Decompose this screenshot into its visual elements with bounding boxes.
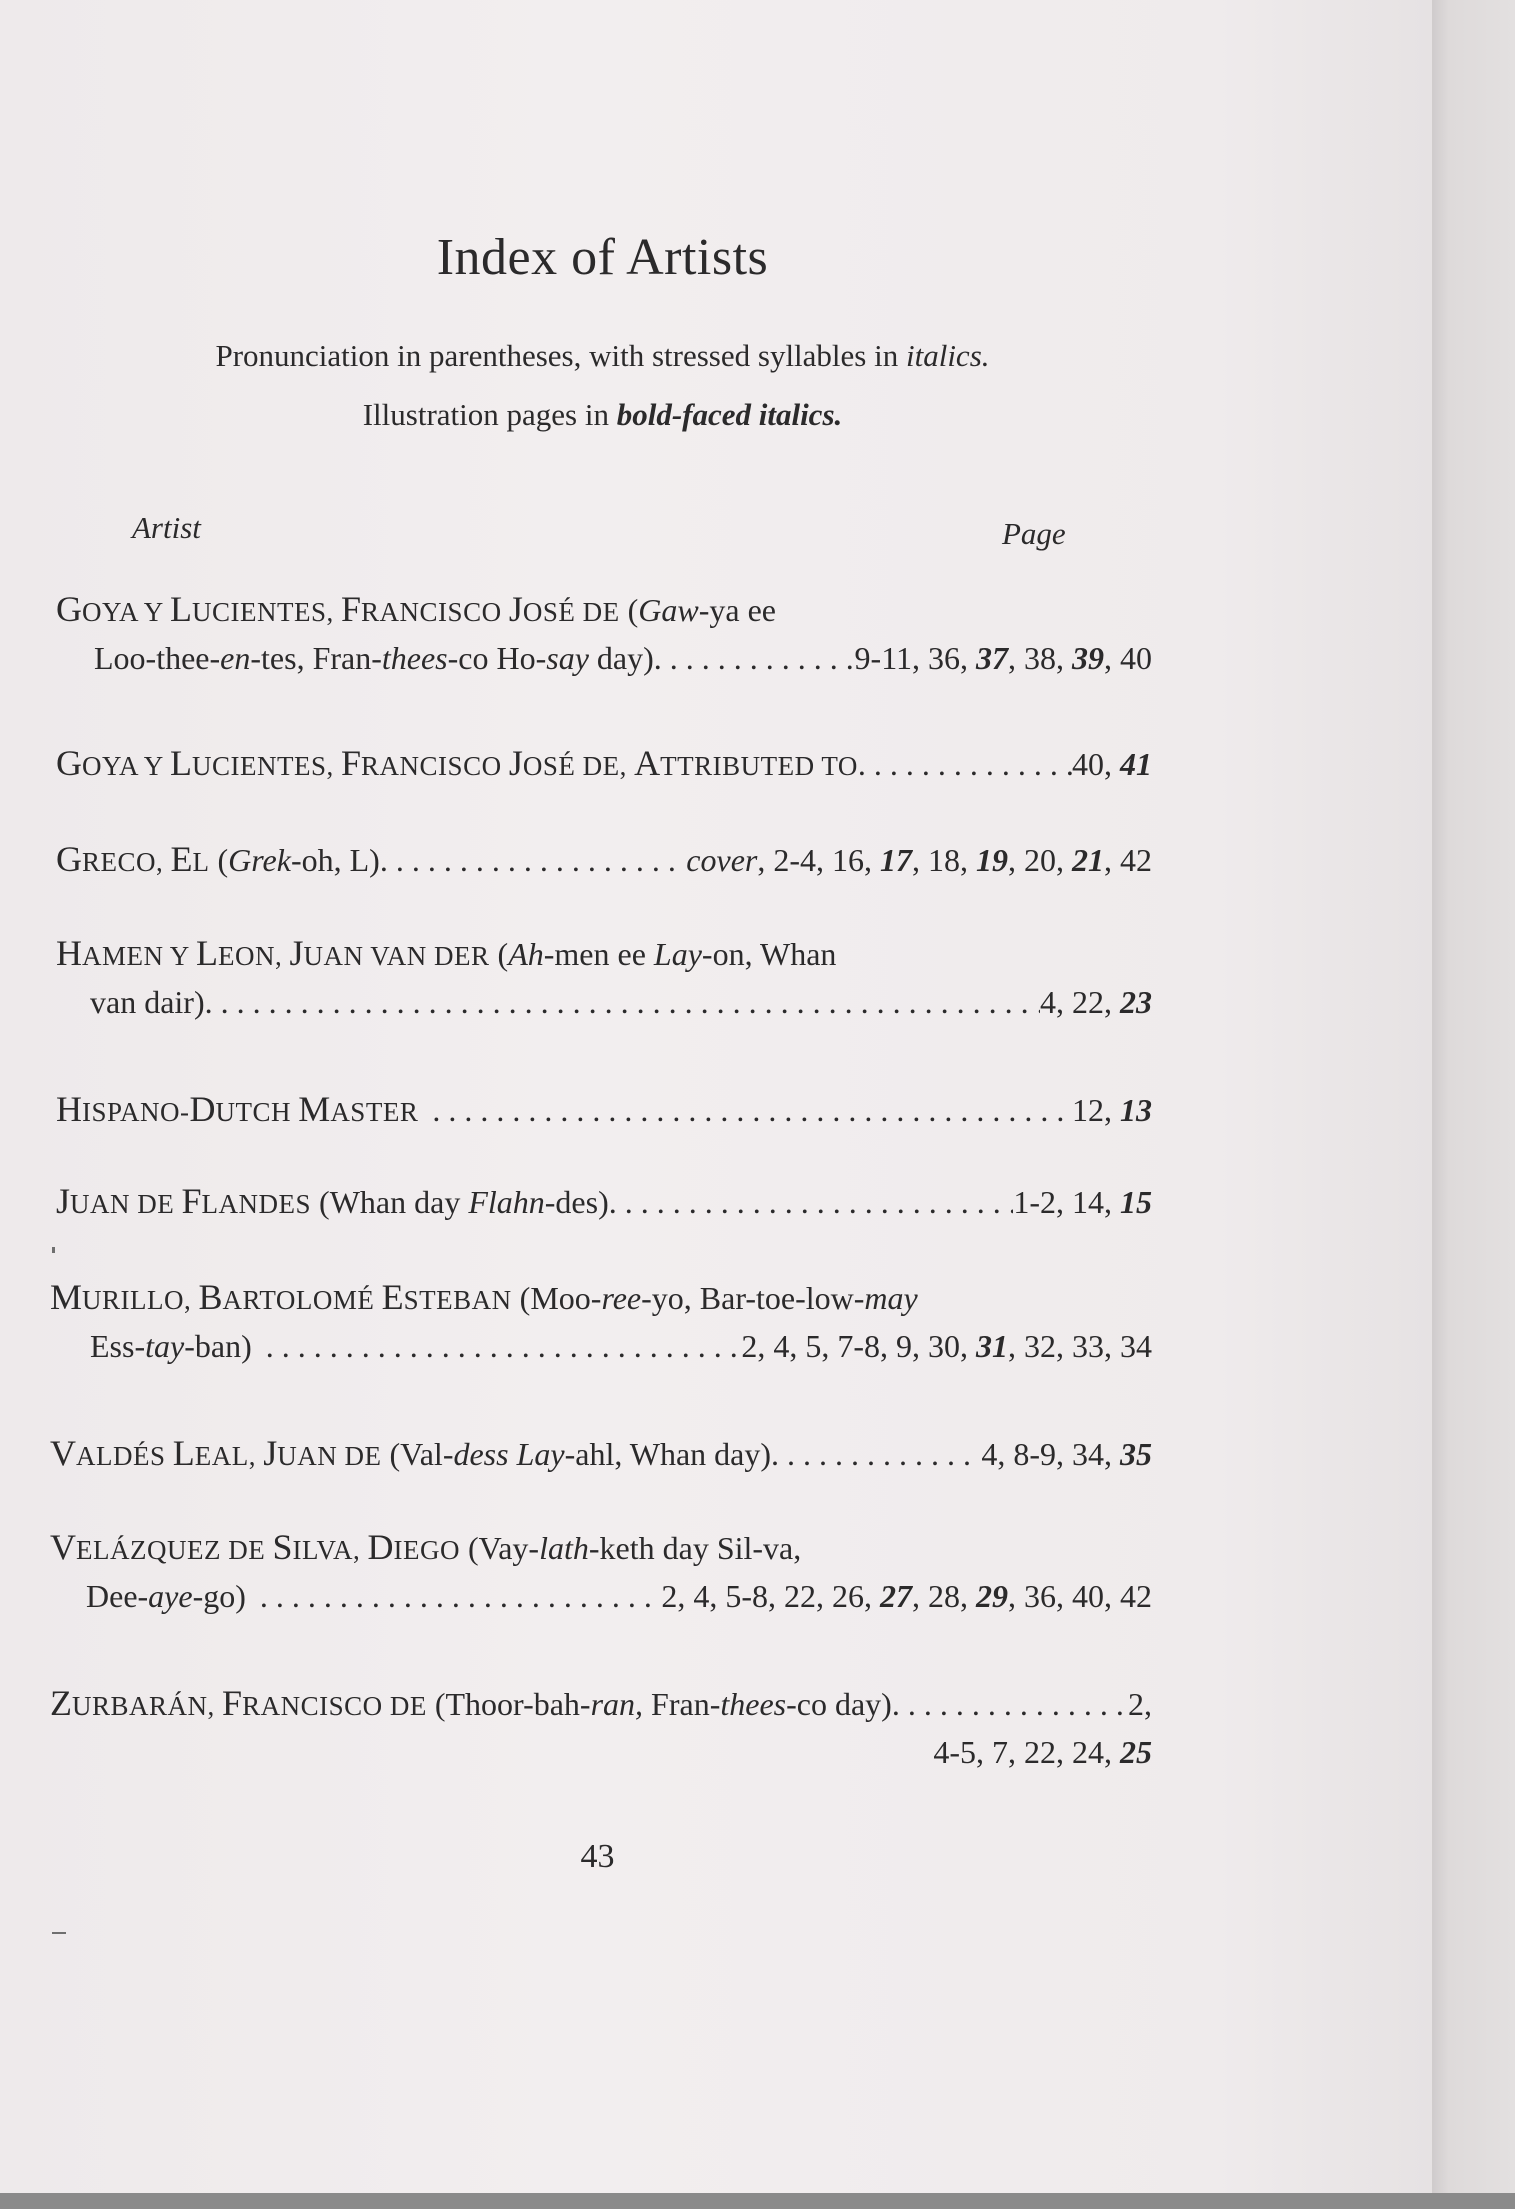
page-refs: 2, (1128, 1686, 1152, 1722)
entry-text: L (196, 933, 218, 973)
entry-text: F (341, 589, 362, 629)
entry-text: ISPANO- (82, 1097, 190, 1127)
entry-text: 40, (1072, 746, 1120, 782)
entry-text: 15 (1120, 1184, 1152, 1220)
entry-text: Loo-thee- (94, 640, 221, 676)
entry-text: LANDES (201, 1189, 312, 1219)
entry-line (50, 1578, 1152, 1615)
entry-hamen (56, 932, 1152, 1021)
entry-text: M (298, 1089, 331, 1129)
entry-text: van dair) (90, 984, 205, 1020)
entry-line (50, 1526, 1152, 1568)
entry-text: (Moo- (511, 1280, 602, 1316)
entry-text: , 40 (1104, 640, 1152, 676)
entry-text: ( (209, 842, 229, 878)
entry-text: en (220, 640, 251, 676)
entry-text: RANCISCO (361, 597, 509, 627)
entry-text: ALDÉS (76, 1441, 173, 1471)
entry-text: say (546, 640, 589, 676)
entry-text: OYA Y (82, 751, 171, 781)
entry-text: 31 (976, 1328, 1008, 1364)
page-refs (1040, 984, 1152, 1021)
entry-text: , 2-4, 16, (757, 842, 880, 878)
entry-text: (Thoor-bah- (426, 1686, 591, 1722)
entry-text: 19 (976, 842, 1008, 878)
entry-text: , 28, (912, 1578, 976, 1614)
entry-text: -co Ho- (447, 640, 547, 676)
note-text: Illustration pages in (362, 397, 617, 432)
entry-text: D (189, 1089, 216, 1129)
entry-goya (56, 588, 1152, 677)
entry-text: -oh, L) (290, 842, 380, 878)
entry-text: Fran- (643, 1686, 721, 1722)
entry-text: (Whan day (311, 1184, 469, 1220)
entry-line (56, 984, 1152, 1021)
entry-valdes-leal (50, 1432, 1152, 1474)
entry-text: 35 (1120, 1436, 1152, 1472)
entry-text: 4-5, 7, 22, 24, (933, 1734, 1120, 1770)
column-header-artist: Artist (132, 510, 201, 545)
entry-text: ree (601, 1280, 642, 1316)
entry-text: 37 (976, 640, 1008, 676)
entry-greco (56, 838, 1152, 880)
page-refs (1072, 746, 1152, 783)
scan-bottom-strip (0, 2193, 1515, 2209)
entry-text: G (56, 839, 82, 879)
entry-text: L (170, 743, 193, 783)
entry-text: -go) (192, 1578, 246, 1614)
entry-text: IEGO (393, 1535, 460, 1565)
entry-text: -tes, Fran- (250, 640, 382, 676)
page-refs (1013, 1184, 1152, 1221)
entry-text: 4, 22, (1040, 984, 1120, 1020)
entry-text: 39 (1072, 640, 1104, 676)
entry-text: J (56, 1181, 71, 1221)
entry-text: Lay (653, 936, 702, 972)
entry-text: OYA Y (82, 597, 171, 627)
page-edge-shadow (1432, 0, 1515, 2209)
entry-text: J (263, 1433, 278, 1473)
entry-text: ILVA, (292, 1535, 368, 1565)
entry-text: UAN VAN DER (303, 941, 490, 971)
entry-text: EAL, (194, 1441, 264, 1471)
note-bold-italic: bold-faced italics. (616, 397, 843, 432)
entry-line (56, 588, 1152, 630)
entry-text: ASTER (330, 1097, 419, 1127)
entry-text: UCIENTES, (192, 597, 342, 627)
entry-text: , 38, (1008, 640, 1072, 676)
entry-text: OSÉ DE, (522, 751, 635, 781)
entry-text: , 32, 33, 34 (1008, 1328, 1152, 1364)
entry-text: J (508, 589, 523, 629)
pronunciation-note (0, 338, 1205, 374)
entry-text: (Val- (381, 1436, 454, 1472)
dot-leader (654, 640, 855, 677)
page-refs (686, 842, 1152, 879)
entry-text: (Vay- (460, 1530, 540, 1566)
entry-text: Gaw (638, 592, 699, 628)
entry-text: Dee- (86, 1578, 149, 1614)
entry-text: UCIENTES, (192, 751, 342, 781)
page-refs (1072, 1092, 1152, 1129)
entry-text: 23 (1120, 984, 1152, 1020)
entry-text: F (181, 1181, 202, 1221)
dot-leader (858, 746, 1072, 783)
entry-goya-attributed (56, 742, 1152, 784)
entry-text: , 20, (1008, 842, 1072, 878)
entry-juan-de-flandes (56, 1180, 1152, 1222)
entry-text: M (50, 1277, 83, 1317)
entry-text: 12, (1072, 1092, 1120, 1128)
entry-text: 9-11, 36, (854, 640, 976, 676)
entry-text: D (367, 1527, 394, 1567)
entry-murillo (50, 1276, 1152, 1365)
entry-text: -yo, Bar-toe-low- (641, 1280, 865, 1316)
entry-text: 41 (1120, 746, 1152, 782)
entry-line (56, 932, 1152, 974)
entry-text: UTCH (215, 1097, 299, 1127)
entry-text: AMEN Y (82, 941, 196, 971)
page-refs (661, 1578, 1152, 1615)
entry-line (56, 640, 1152, 677)
entry-text: -ban) (184, 1328, 252, 1364)
entry-text: 4, 8-9, 34, (981, 1436, 1120, 1472)
entry-text: V (50, 1433, 76, 1473)
entry-text: G (56, 743, 82, 783)
entry-text: 21 (1072, 842, 1104, 878)
entry-text: B (198, 1277, 223, 1317)
entry-text: J (508, 743, 523, 783)
dot-leader (771, 1436, 981, 1473)
entry-text: 17 (880, 842, 912, 878)
dot-leader (205, 984, 1040, 1021)
entry-text: L (192, 847, 210, 877)
entry-line (50, 1276, 1152, 1318)
entry-text: 27 (880, 1578, 912, 1614)
page-number: 43 (580, 1838, 615, 1875)
entry-text: -des) (544, 1184, 609, 1220)
entry-text: UAN DE (277, 1441, 382, 1471)
entry-line (50, 1734, 1152, 1771)
entry-text: 1-2, 14, (1013, 1184, 1120, 1220)
entry-text: RECO, (82, 847, 171, 877)
entry-text: J (289, 933, 304, 973)
entry-text: RANCISCO (361, 751, 509, 781)
entry-text: lath (539, 1530, 589, 1566)
entry-text: E (381, 1277, 404, 1317)
entry-text: RANCISCO DE (242, 1691, 427, 1721)
entry-text: H (56, 933, 82, 973)
entry-text: aye (148, 1578, 193, 1614)
entry-line (50, 1328, 1152, 1365)
entry-text: H (56, 1089, 82, 1129)
dot-leader (260, 1578, 661, 1615)
entry-text: dess Lay (453, 1436, 565, 1472)
page-refs (741, 1328, 1152, 1365)
page-refs (855, 640, 1152, 677)
entry-text: Ah (508, 936, 544, 972)
dot-leader (266, 1328, 742, 1365)
entry-text: URILLO, (82, 1285, 199, 1315)
entry-text: -on, Whan (701, 936, 837, 972)
note-text: Pronunciation in parentheses, with stressed syllables in (215, 338, 906, 373)
entry-text: OSÉ DE (522, 597, 620, 627)
entry-line (50, 1682, 1152, 1724)
entry-text: UAN DE (70, 1189, 182, 1219)
entry-text: -ahl, Whan day) (564, 1436, 772, 1472)
column-header-page: Page (1002, 516, 1066, 551)
entry-text: ( (619, 592, 639, 628)
entry-text: G (56, 589, 82, 629)
entry-text: -keth day Sil-va, (588, 1530, 802, 1566)
scan-speck (52, 1932, 66, 1934)
entry-zurbaran (50, 1682, 1152, 1771)
entry-text: ran, (590, 1686, 644, 1722)
entry-text: TTRIBUTED TO (660, 751, 858, 781)
entry-text: 2, 4, 5-8, 22, 26, (661, 1578, 880, 1614)
entry-text: URBARÁN, (72, 1691, 223, 1721)
illustration-note (0, 397, 1205, 433)
entry-text: STEBAN (403, 1285, 512, 1315)
entry-text: -ya ee (698, 592, 776, 628)
entry-text: , 36, 40, 42 (1008, 1578, 1152, 1614)
entry-text: , 18, (912, 842, 976, 878)
entry-text: 13 (1120, 1092, 1152, 1128)
entry-text: A (634, 743, 661, 783)
entry-text: ARTOLOMÉ (222, 1285, 382, 1315)
dot-leader (380, 842, 686, 879)
note-italic: italics. (905, 338, 990, 373)
entry-text: thees (720, 1686, 787, 1722)
entry-text: day) (588, 640, 654, 676)
entry-text: EON, (218, 941, 290, 971)
entry-text: V (50, 1527, 76, 1567)
scan-speck (52, 1247, 55, 1253)
entry-text: E (170, 839, 193, 879)
entry-text: Flahn (468, 1184, 545, 1220)
entry-text: S (272, 1527, 293, 1567)
entry-text: ELÁZQUEZ DE (76, 1535, 273, 1565)
entry-text: -men ee (543, 936, 654, 972)
page-refs (933, 1734, 1152, 1770)
entry-hispano-dutch (56, 1088, 1152, 1130)
entry-text: Ess- (90, 1328, 146, 1364)
entry-text: F (341, 743, 362, 783)
entry-text: L (170, 589, 193, 629)
entry-text: tay (145, 1328, 185, 1364)
entry-text: , 42 (1104, 842, 1152, 878)
entry-text: -co day) (786, 1686, 892, 1722)
entry-text: 25 (1120, 1734, 1152, 1770)
dot-leader (609, 1184, 1014, 1221)
entry-text: ( (489, 936, 509, 972)
entry-text: Grek (228, 842, 291, 878)
entry-text: F (222, 1683, 243, 1723)
entry-text: Z (50, 1683, 72, 1723)
entry-text: cover (686, 842, 758, 878)
entry-text: thees (381, 640, 448, 676)
entry-text: 2, 4, 5, 7-8, 9, 30, (741, 1328, 976, 1364)
page-refs (981, 1436, 1152, 1473)
dot-leader (432, 1092, 1072, 1129)
entry-text: may (864, 1280, 918, 1316)
page-title: Index of Artists (436, 229, 769, 286)
entry-velazquez (50, 1526, 1152, 1615)
entry-text: 29 (976, 1578, 1008, 1614)
entry-text: L (172, 1433, 195, 1473)
dot-leader (892, 1686, 1128, 1723)
